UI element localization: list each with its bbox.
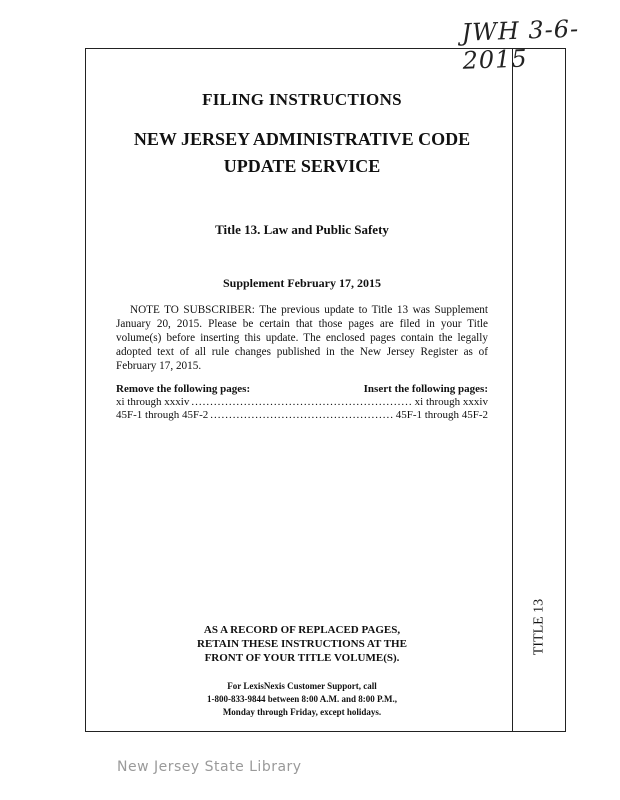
customer-support-info — [116, 680, 488, 719]
title-tab-label: TITLE 13 — [531, 598, 547, 656]
record-line3: FRONT OF YOUR TITLE VOLUME(S). — [204, 652, 400, 664]
remove-pages-cell: xi through xxxiv — [116, 396, 190, 408]
record-line2: RETAIN THESE INSTRUCTIONS AT THE — [197, 638, 407, 650]
insert-pages-cell: 45F-1 through 45F-2 — [395, 409, 488, 421]
remove-pages-header: Remove the following pages: — [116, 383, 251, 395]
table-row — [116, 409, 488, 422]
dot-leader — [210, 409, 393, 422]
handwritten-initials-date: JWH 3-6-2015 — [461, 14, 580, 75]
support-line1: For LexisNexis Customer Support, call — [227, 681, 377, 691]
supplement-date: Supplement February 17, 2015 — [222, 276, 381, 290]
dot-leader — [191, 396, 412, 409]
document-body — [116, 60, 488, 422]
record-line1: AS A RECORD OF REPLACED PAGES, — [203, 624, 401, 636]
record-instructions — [116, 623, 488, 665]
title-subtitle: Title 13. Law and Public Safety — [215, 222, 389, 237]
pages-table-header — [116, 383, 488, 396]
insert-pages-cell: xi through xxxiv — [414, 396, 488, 408]
code-title-line2: UPDATE SERVICE — [223, 156, 381, 176]
support-line3: Monday through Friday, except holidays. — [222, 707, 382, 717]
page-title: FILING INSTRUCTIONS — [202, 90, 402, 109]
insert-pages-header: Insert the following pages: — [363, 383, 488, 395]
library-watermark: New Jersey State Library — [117, 759, 302, 775]
table-row — [116, 396, 488, 409]
support-line2: 1-800-833-9844 between 8:00 A.M. and 8:00 P.M., — [207, 694, 397, 704]
subscriber-note: NOTE TO SUBSCRIBER: The previous update to Title 13 was Supplement January 20, 2015. Please be certain that those pages are filed in your Title volume(s) before inserting this update. The enclosed pages contain the legally adopted text of all rule changes published in the New Jersey Register as of February 17, 2015. — [116, 304, 488, 372]
code-title-line1: NEW JERSEY ADMINISTRATIVE CODE — [133, 129, 471, 149]
remove-pages-cell: 45F-1 through 45F-2 — [116, 409, 209, 421]
pages-table — [116, 383, 488, 422]
code-title — [116, 126, 488, 180]
tab-divider-line — [512, 48, 513, 732]
